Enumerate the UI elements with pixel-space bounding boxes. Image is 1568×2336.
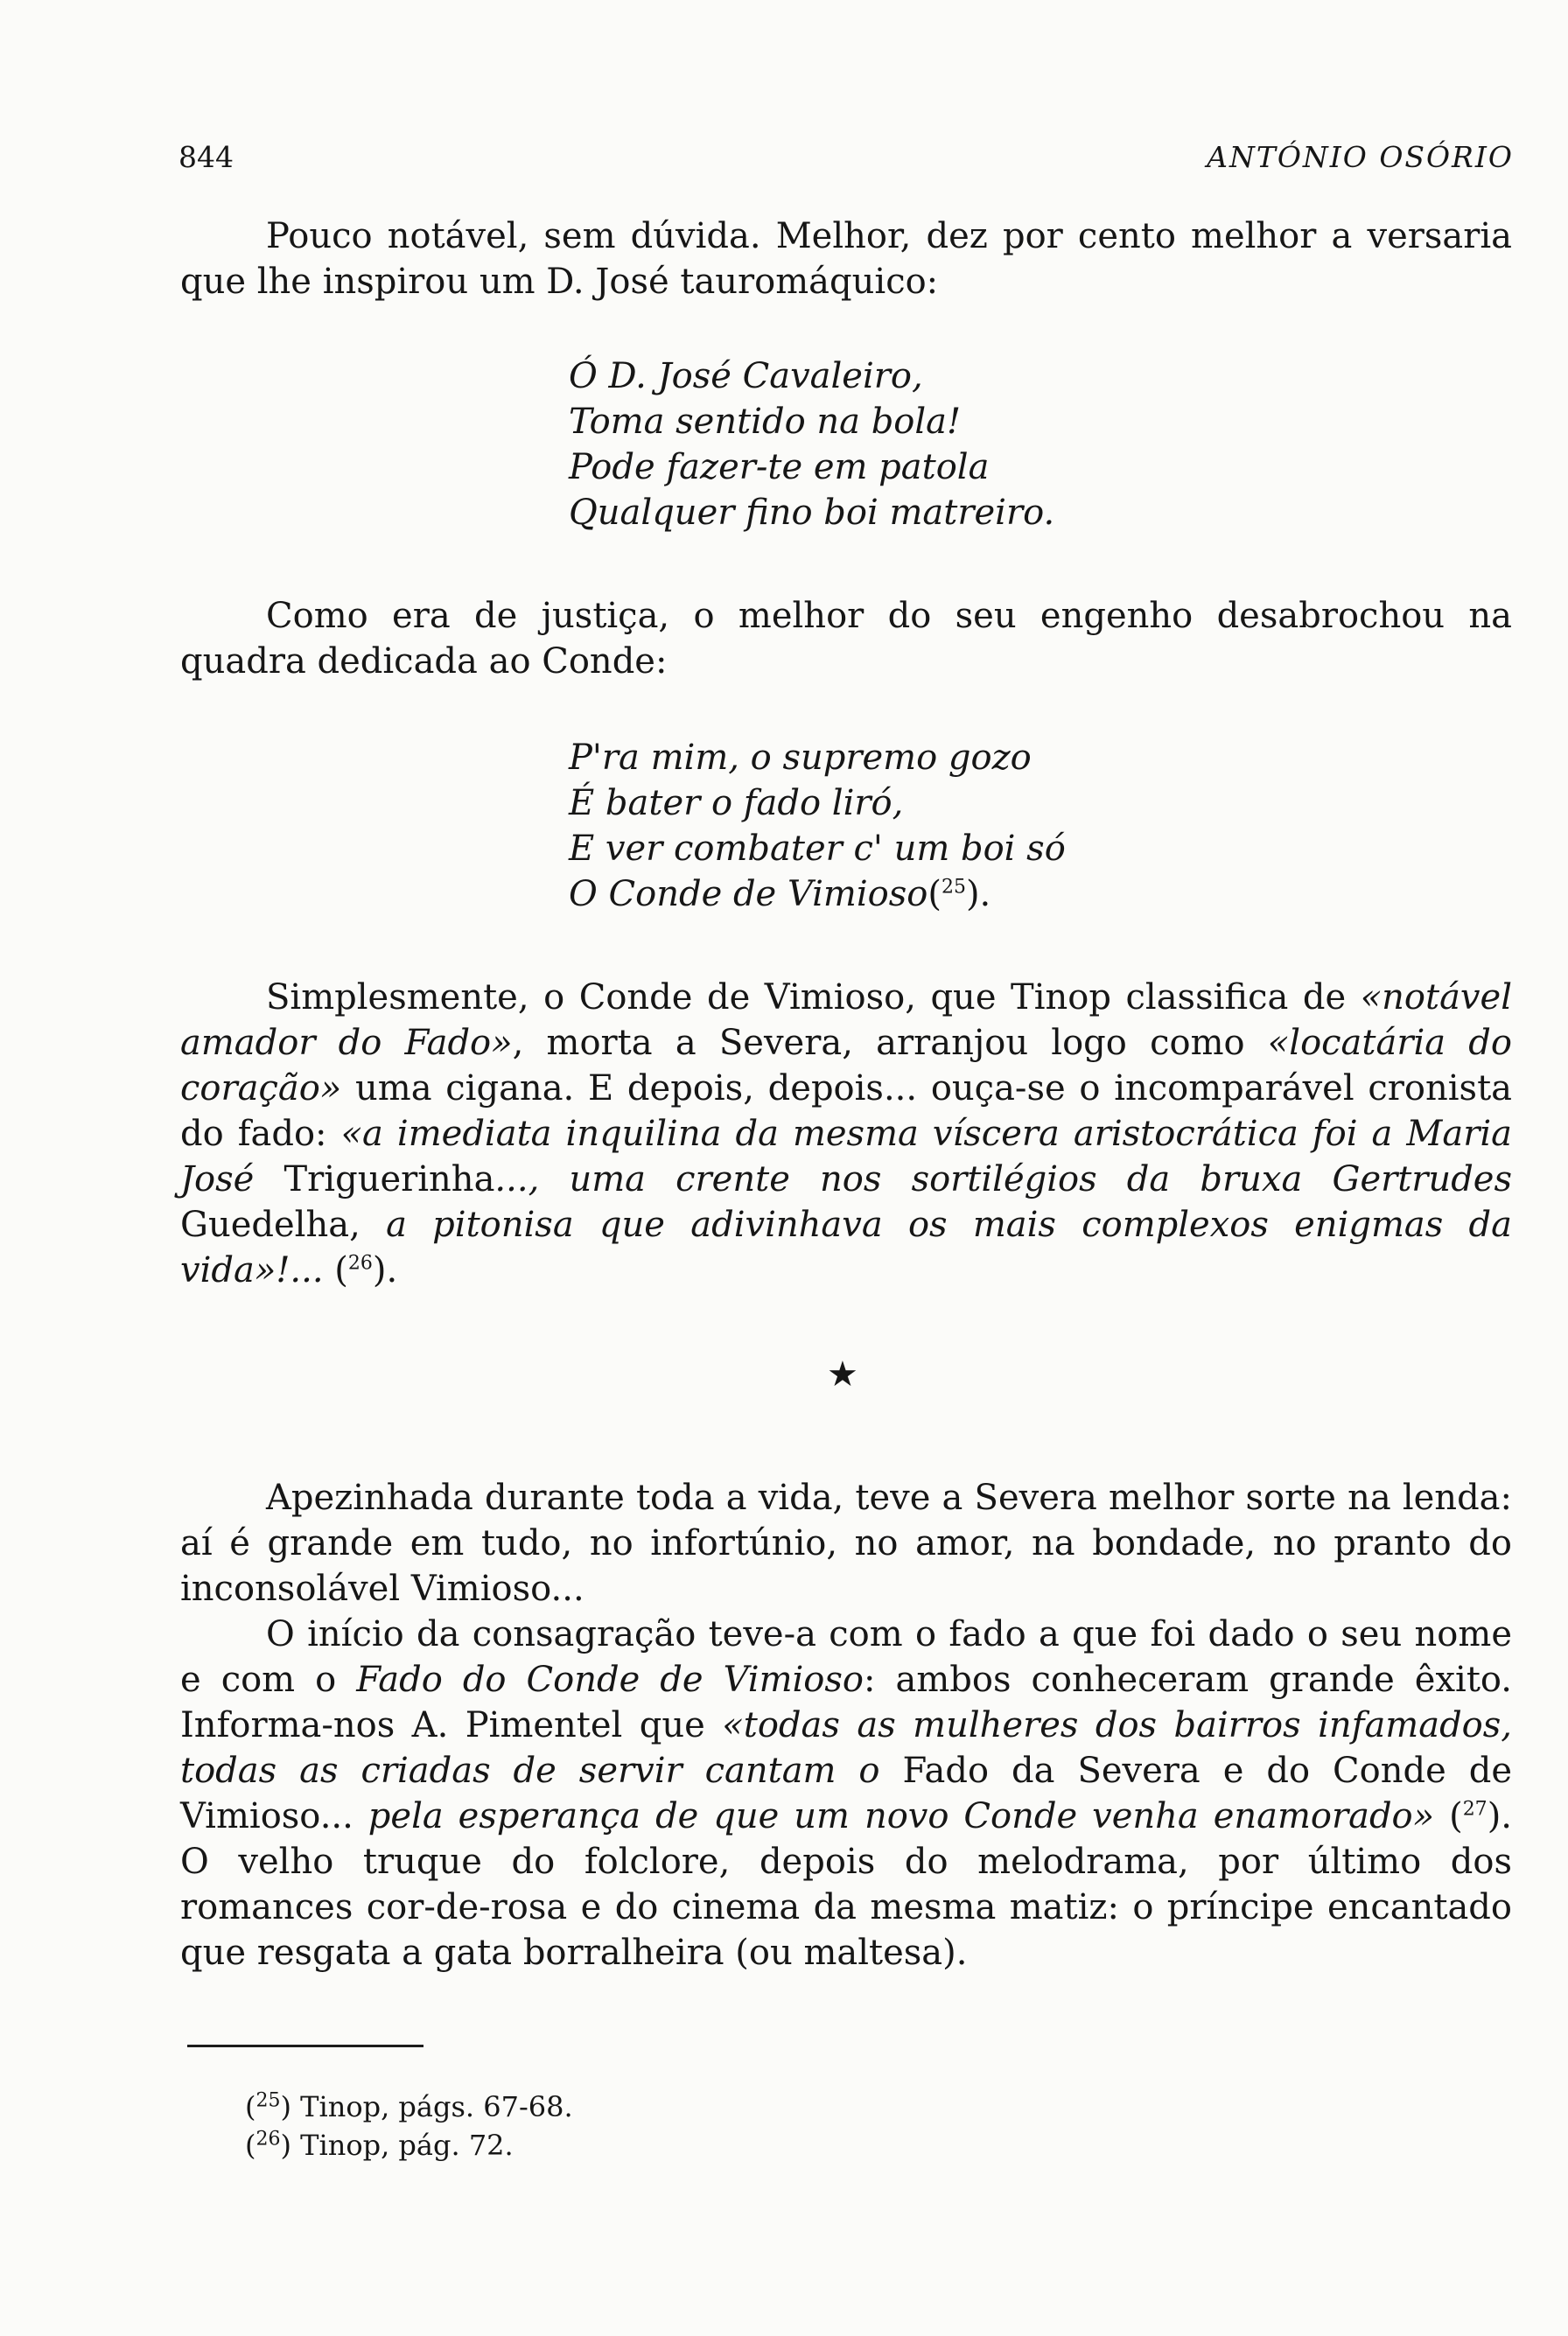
verse-stanza-2 [569, 735, 1066, 917]
note-open: ( [928, 874, 942, 914]
footnote-25 [245, 2089, 573, 2124]
note-open: ( [1434, 1796, 1463, 1836]
verse-line: É bater o fado liró, [569, 783, 904, 823]
note-open: ( [245, 2129, 256, 2162]
verse-line: Qualquer fino boi matreiro. [569, 493, 1055, 533]
verse-stanza-1 [569, 353, 1054, 535]
text-run: Triguerinha [254, 1159, 495, 1199]
note-close: ) [280, 2090, 291, 2123]
text-run: Guedelha, [180, 1205, 387, 1245]
text-run: : ambos conheceram grande êxito. Informa-nos A. Pimentel que [180, 1660, 1512, 1745]
paragraph-5 [180, 1612, 1512, 1976]
footnote-ref: 25 [941, 876, 966, 899]
title-run: Fado do Conde de Vimioso [356, 1660, 864, 1700]
footnote-text: Tinop, págs. 67-68. [290, 2090, 573, 2123]
note-close: ) [280, 2129, 291, 2162]
running-head [178, 140, 1514, 184]
section-break-star: ★ [827, 1354, 858, 1395]
page-number: 844 [178, 140, 234, 174]
quote-run: pela esperança de que um novo Conde venha enamorado» [368, 1796, 1435, 1836]
note-open: ( [323, 1250, 348, 1290]
footnote-text: Tinop, pág. 72. [290, 2129, 514, 2162]
text-run: uma cigana. E depois, depois... ouça-se o incomparável cronista do fado: [180, 1068, 1512, 1154]
text-run: ). O velho truque do folclore, depois do melodrama, por último dos romances cor-de-rosa e do cinema da mesma matiz: o príncipe encantado que resgata a gata borralheira (ou maltesa). [180, 1796, 1513, 1973]
footnote-number: 25 [256, 2089, 281, 2112]
paragraph-1: Pouco notável, sem dúvida. Melhor, dez por cento melhor a versaria que lhe inspirou um D. José tauromáquico: [180, 216, 1512, 302]
quote-run: «todas as mulheres dos bairros infamados, todas as criadas de servir cantam o [180, 1705, 1513, 1791]
verse-line-text: O Conde de Vimioso [569, 874, 928, 914]
verse-line: Toma sentido na bola! [569, 402, 962, 442]
quote-run: «locatária do coração» [180, 1023, 1512, 1109]
quote-run: ..., uma crente nos sortilégios da bruxa Gertrudes [494, 1159, 1512, 1199]
verse-line-with-note [569, 871, 1066, 917]
footnote-number: 26 [256, 2128, 281, 2151]
text-run: , morta a Severa, arranjou logo como [512, 1023, 1268, 1063]
footnote-rule [187, 2045, 424, 2047]
verse-line: E ver combater c' um boi só [569, 829, 1066, 869]
footnote-ref: 26 [347, 1252, 373, 1275]
text-run: O início da consagração teve-a com o fado a que foi dado o seu nome e com o [180, 1614, 1512, 1700]
footnote-26 [245, 2128, 514, 2163]
verse-line: Pode fazer-te em patola [569, 447, 990, 487]
verse-line: Ó D. José Cavaleiro, [569, 356, 923, 396]
text-run: Fado da Severa e do Conde de Vimioso... [180, 1751, 1512, 1836]
note-open: ( [245, 2090, 256, 2123]
quote-run: a pitonisa que adivinhava os mais complexos enigmas da vida»!... [180, 1205, 1512, 1290]
text-run: Simplesmente, o Conde de Vimioso, que Tinop classifica de [266, 977, 1361, 1018]
footnote-ref: 27 [1462, 1798, 1488, 1821]
paragraph-4: Apezinhada durante toda a vida, teve a Severa melhor sorte na lenda: aí é grande em tudo, no infortúnio, no amor, na bondade, no pranto do inconsolável Vimioso... [180, 1478, 1512, 1609]
note-close: ). [372, 1250, 398, 1290]
running-head-author: ANTÓNIO OSÓRIO [1207, 140, 1514, 174]
paragraph-3 [180, 975, 1512, 1293]
quote-run: «notável amador do Fado» [180, 977, 1512, 1063]
verse-line: P'ra mim, o supremo gozo [569, 738, 1032, 778]
note-close: ). [965, 874, 991, 914]
paragraph-2: Como era de justiça, o melhor do seu engenho desabrochou na quadra dedicada ao Conde: [180, 596, 1512, 682]
quote-run: «a imediata inquilina da mesma víscera aristocrática foi a Maria José [180, 1114, 1513, 1199]
